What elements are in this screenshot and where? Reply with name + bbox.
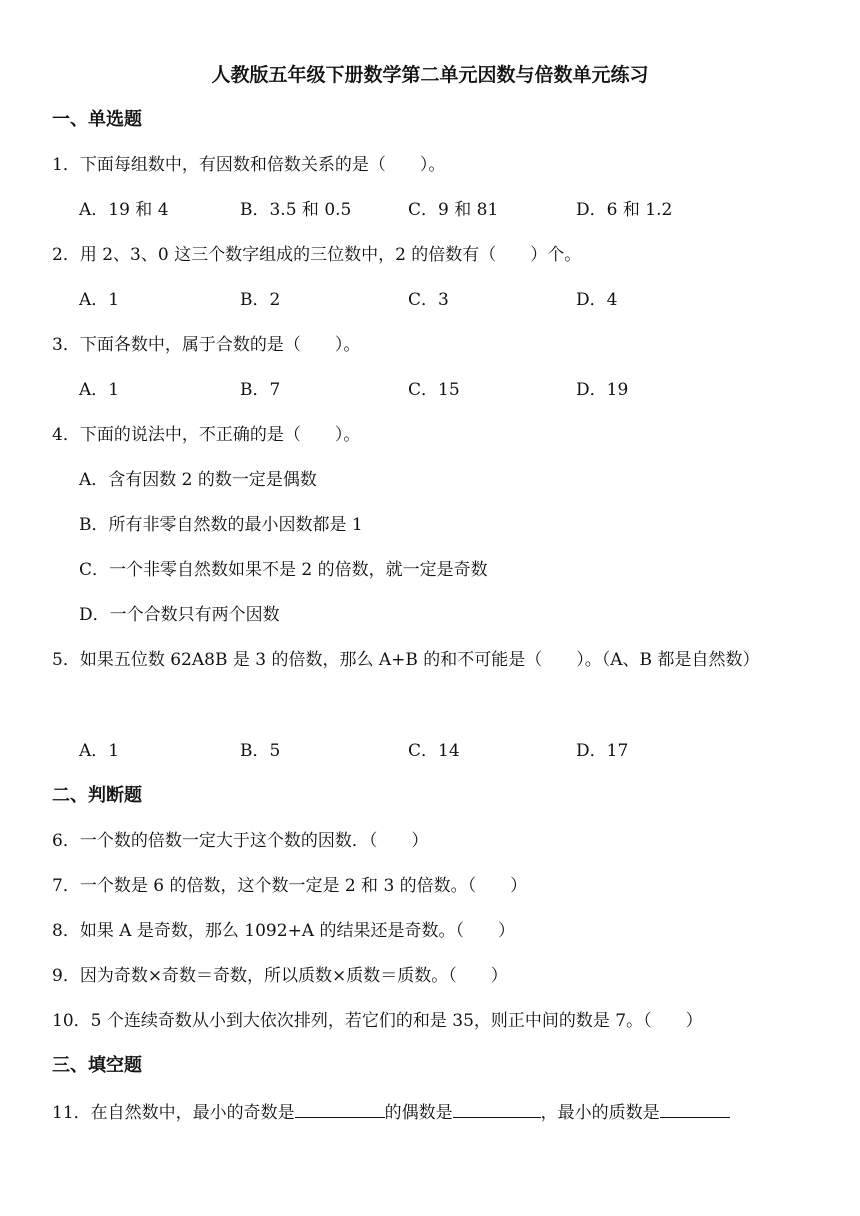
option-b: B．3.5 和 0.5 xyxy=(240,200,352,220)
question-9: 9．因为奇数×奇数＝奇数，所以质数×质数＝质数。（ ） xyxy=(52,966,508,986)
option-b: B．7 xyxy=(240,380,281,400)
question-3: 3．下面各数中，属于合数的是（ ）。 xyxy=(52,335,361,355)
question-5: 5．如果五位数 62A8B 是 3 的倍数，那么 A+B 的和不可能是（ ）。（A、B 都是自然数） xyxy=(52,650,760,670)
question-4-option-b: B．所有非零自然数的最小因数都是 1 xyxy=(79,515,363,535)
question-4-option-d: D．一个合数只有两个因数 xyxy=(79,605,280,625)
question-7: 7．一个数是 6 的倍数，这个数一定是 2 和 3 的倍数。（ ） xyxy=(52,876,528,896)
section-heading-single-choice: 一、单选题 xyxy=(52,109,142,130)
option-d: D．4 xyxy=(576,290,618,310)
question-11 xyxy=(52,1099,730,1125)
section-heading-true-false: 二、判断题 xyxy=(52,785,142,806)
question-11-part-1: 11．在自然数中，最小的奇数是 xyxy=(52,1103,295,1123)
section-heading-fill-blank: 三、填空题 xyxy=(52,1055,142,1076)
option-a: A．19 和 4 xyxy=(79,200,169,220)
question-11-part-2: 的偶数是 xyxy=(384,1103,453,1123)
page-title: 人教版五年级下册数学第二单元因数与倍数单元练习 xyxy=(211,64,649,86)
answer-blank-2[interactable] xyxy=(453,1099,541,1118)
option-c: C．9 和 81 xyxy=(408,200,499,220)
question-2: 2．用 2、3、0 这三个数字组成的三位数中，2 的倍数有（ ）个。 xyxy=(52,245,582,265)
question-1: 1．下面每组数中，有因数和倍数关系的是（ ）。 xyxy=(52,155,446,175)
option-c: C．14 xyxy=(408,741,460,761)
answer-blank-1[interactable] xyxy=(295,1099,385,1118)
answer-blank-3[interactable] xyxy=(660,1099,730,1118)
option-b: B．5 xyxy=(240,741,281,761)
question-11-part-3: ，最小的质数是 xyxy=(540,1103,660,1123)
option-c: C．3 xyxy=(408,290,449,310)
question-6: 6．一个数的倍数一定大于这个数的因数．（ ） xyxy=(52,831,429,851)
option-a: A．1 xyxy=(79,290,120,310)
option-d: D．6 和 1.2 xyxy=(576,200,673,220)
option-d: D．19 xyxy=(576,380,629,400)
option-a: A．1 xyxy=(79,741,120,761)
question-4-option-a: A．含有因数 2 的数一定是偶数 xyxy=(79,470,317,490)
question-4-option-c: C．一个非零自然数如果不是 2 的倍数，就一定是奇数 xyxy=(79,560,488,580)
question-4: 4．下面的说法中，不正确的是（ ）。 xyxy=(52,425,361,445)
option-d: D．17 xyxy=(576,741,629,761)
option-a: A．1 xyxy=(79,380,120,400)
question-8: 8．如果 A 是奇数，那么 1092+A 的结果还是奇数。（ ） xyxy=(52,921,515,941)
option-b: B．2 xyxy=(240,290,281,310)
option-c: C．15 xyxy=(408,380,460,400)
question-10: 10．5 个连续奇数从小到大依次排列，若它们的和是 35，则正中间的数是 7。（ ） xyxy=(52,1011,703,1031)
